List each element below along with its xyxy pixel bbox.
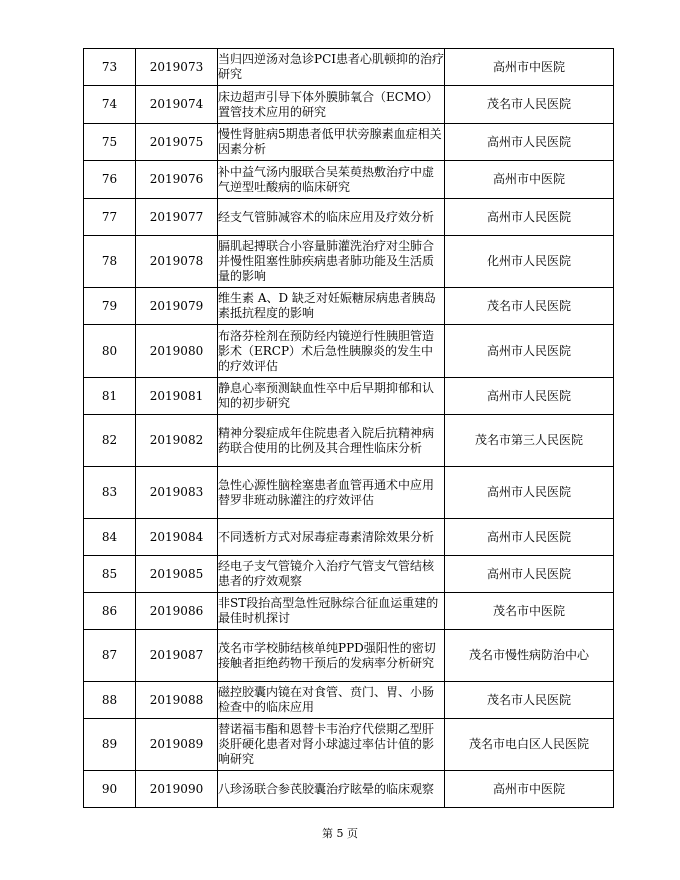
row-unit-cell: 高州市中医院 bbox=[445, 771, 614, 808]
row-code-cell: 2019088 bbox=[136, 682, 218, 719]
row-unit-cell: 高州市中医院 bbox=[445, 161, 614, 199]
row-title-cell: 补中益气汤内服联合吴茱萸热敷治疗中虚气逆型吐酸病的临床研究 bbox=[218, 161, 445, 199]
row-code-cell: 2019085 bbox=[136, 556, 218, 593]
row-code-cell: 2019090 bbox=[136, 771, 218, 808]
row-seq-cell: 76 bbox=[84, 161, 136, 199]
row-unit-cell: 茂名市第三人民医院 bbox=[445, 415, 614, 467]
row-title-cell: 布洛芬栓剂在预防经内镜逆行性胰胆管造影术（ERCP）术后急性胰腺炎的发生中的疗效评估 bbox=[218, 325, 445, 378]
row-code-cell: 2019076 bbox=[136, 161, 218, 199]
table-row bbox=[84, 593, 614, 630]
row-unit-cell: 化州市人民医院 bbox=[445, 236, 614, 288]
row-seq-cell: 86 bbox=[84, 593, 136, 630]
row-seq-cell: 83 bbox=[84, 467, 136, 519]
row-unit-cell: 高州市人民医院 bbox=[445, 519, 614, 556]
row-seq-cell: 81 bbox=[84, 378, 136, 415]
row-seq-cell: 77 bbox=[84, 199, 136, 236]
row-unit-cell: 茂名市人民医院 bbox=[445, 86, 614, 124]
row-unit-cell: 高州市中医院 bbox=[445, 49, 614, 86]
row-title-cell: 茂名市学校肺结核单纯PPD强阳性的密切接触者拒绝药物干预后的发病率分析研究 bbox=[218, 630, 445, 682]
row-seq-cell: 78 bbox=[84, 236, 136, 288]
row-seq-cell: 75 bbox=[84, 124, 136, 161]
table-row bbox=[84, 161, 614, 199]
project-table bbox=[83, 48, 614, 808]
row-seq-cell: 82 bbox=[84, 415, 136, 467]
table-row bbox=[84, 519, 614, 556]
row-title-cell: 经支气管肺减容术的临床应用及疗效分析 bbox=[218, 199, 445, 236]
row-unit-cell: 茂名市人民医院 bbox=[445, 682, 614, 719]
table-row bbox=[84, 771, 614, 808]
row-code-cell: 2019075 bbox=[136, 124, 218, 161]
row-code-cell: 2019087 bbox=[136, 630, 218, 682]
row-code-cell: 2019089 bbox=[136, 719, 218, 771]
table-row bbox=[84, 630, 614, 682]
row-code-cell: 2019073 bbox=[136, 49, 218, 86]
row-title-cell: 磁控胶囊内镜在对食管、贲门、胃、小肠检查中的临床应用 bbox=[218, 682, 445, 719]
row-code-cell: 2019081 bbox=[136, 378, 218, 415]
row-title-cell: 当归四逆汤对急诊PCI患者心肌顿抑的治疗研究 bbox=[218, 49, 445, 86]
row-seq-cell: 89 bbox=[84, 719, 136, 771]
row-code-cell: 2019074 bbox=[136, 86, 218, 124]
row-seq-cell: 73 bbox=[84, 49, 136, 86]
row-code-cell: 2019078 bbox=[136, 236, 218, 288]
row-unit-cell: 茂名市人民医院 bbox=[445, 288, 614, 325]
row-unit-cell: 高州市人民医院 bbox=[445, 124, 614, 161]
row-title-cell: 精神分裂症成年住院患者入院后抗精神病药联合使用的比例及其合理性临床分析 bbox=[218, 415, 445, 467]
row-unit-cell: 茂名市电白区人民医院 bbox=[445, 719, 614, 771]
row-title-cell: 非ST段抬高型急性冠脉综合征血运重建的最佳时机探讨 bbox=[218, 593, 445, 630]
table-row bbox=[84, 86, 614, 124]
table-row bbox=[84, 415, 614, 467]
table-row bbox=[84, 288, 614, 325]
row-code-cell: 2019077 bbox=[136, 199, 218, 236]
table-row bbox=[84, 49, 614, 86]
row-unit-cell: 高州市人民医院 bbox=[445, 378, 614, 415]
row-title-cell: 维生素 A、D 缺乏对妊娠糖尿病患者胰岛素抵抗程度的影响 bbox=[218, 288, 445, 325]
row-code-cell: 2019082 bbox=[136, 415, 218, 467]
table-row bbox=[84, 236, 614, 288]
table-row bbox=[84, 325, 614, 378]
row-title-cell: 膈肌起搏联合小容量肺灌洗治疗对尘肺合并慢性阻塞性肺疾病患者肺功能及生活质量的影响 bbox=[218, 236, 445, 288]
row-seq-cell: 79 bbox=[84, 288, 136, 325]
row-unit-cell: 高州市人民医院 bbox=[445, 467, 614, 519]
row-unit-cell: 茂名市慢性病防治中心 bbox=[445, 630, 614, 682]
row-title-cell: 静息心率预测缺血性卒中后早期抑郁和认知的初步研究 bbox=[218, 378, 445, 415]
row-title-cell: 八珍汤联合参芪胶囊治疗眩晕的临床观察 bbox=[218, 771, 445, 808]
row-seq-cell: 90 bbox=[84, 771, 136, 808]
row-code-cell: 2019086 bbox=[136, 593, 218, 630]
table-row bbox=[84, 124, 614, 161]
table-row bbox=[84, 719, 614, 771]
row-title-cell: 急性心源性脑栓塞患者血管再通术中应用替罗非班动脉灌注的疗效评估 bbox=[218, 467, 445, 519]
row-seq-cell: 80 bbox=[84, 325, 136, 378]
table-row bbox=[84, 467, 614, 519]
row-code-cell: 2019083 bbox=[136, 467, 218, 519]
row-unit-cell: 高州市人民医院 bbox=[445, 199, 614, 236]
row-title-cell: 替诺福韦酯和恩替卡韦治疗代偿期乙型肝炎肝硬化患者对肾小球滤过率估计值的影响研究 bbox=[218, 719, 445, 771]
row-title-cell: 慢性肾脏病5期患者低甲状旁腺素血症相关因素分析 bbox=[218, 124, 445, 161]
row-title-cell: 不同透析方式对尿毒症毒素清除效果分析 bbox=[218, 519, 445, 556]
row-unit-cell: 高州市人民医院 bbox=[445, 325, 614, 378]
row-unit-cell: 高州市人民医院 bbox=[445, 556, 614, 593]
table-row bbox=[84, 682, 614, 719]
row-seq-cell: 88 bbox=[84, 682, 136, 719]
row-seq-cell: 74 bbox=[84, 86, 136, 124]
table-row bbox=[84, 556, 614, 593]
page-number: 第 5 页 bbox=[322, 827, 358, 840]
row-seq-cell: 84 bbox=[84, 519, 136, 556]
row-title-cell: 床边超声引导下体外膜肺氧合（ECMO）置管技术应用的研究 bbox=[218, 86, 445, 124]
row-code-cell: 2019079 bbox=[136, 288, 218, 325]
project-table-body bbox=[84, 49, 614, 808]
row-seq-cell: 85 bbox=[84, 556, 136, 593]
row-unit-cell: 茂名市中医院 bbox=[445, 593, 614, 630]
row-seq-cell: 87 bbox=[84, 630, 136, 682]
table-row bbox=[84, 199, 614, 236]
table-row bbox=[84, 378, 614, 415]
row-title-cell: 经电子支气管镜介入治疗气管支气管结核患者的疗效观察 bbox=[218, 556, 445, 593]
row-code-cell: 2019080 bbox=[136, 325, 218, 378]
row-code-cell: 2019084 bbox=[136, 519, 218, 556]
